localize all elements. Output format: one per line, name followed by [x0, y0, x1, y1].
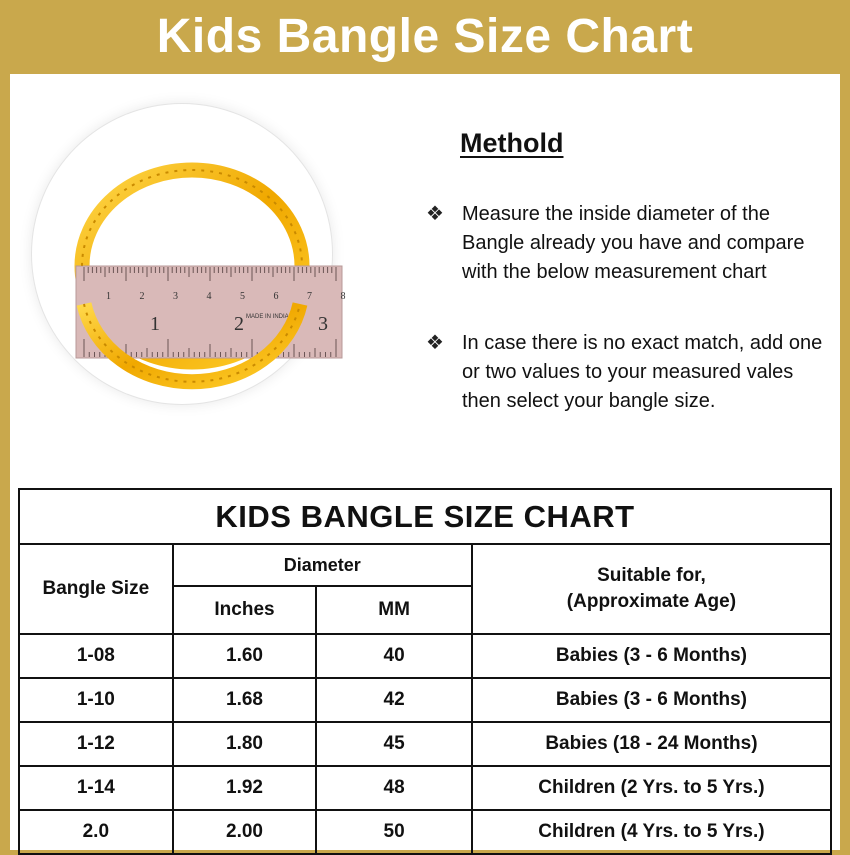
ruler-top-number: 8 [340, 291, 346, 302]
ruler-top-number: 1 [106, 291, 111, 302]
cell-inches: 1.60 [173, 634, 317, 678]
table-row [19, 810, 831, 854]
cell-mm: 50 [316, 810, 472, 854]
ruler-bottom-number: 3 [318, 313, 328, 335]
header-suitable-label: Suitable for, [597, 565, 706, 586]
cell-mm: 42 [316, 678, 472, 722]
cell-size: 1-08 [19, 634, 173, 678]
ruler-bottom-number: 2 [234, 313, 244, 335]
header-suitable-sub: (Approximate Age) [566, 591, 737, 612]
method-bullet-text: Measure the inside diameter of the Bangle already you have and compare with the below measurement chart [462, 203, 805, 283]
cell-suitable: Babies (3 - 6 Months) [472, 634, 831, 678]
ruler-bottom-number: 1 [150, 313, 160, 335]
cell-suitable: Children (2 Yrs. to 5 Yrs.) [472, 766, 831, 810]
content-panel [10, 74, 840, 850]
method-bullet-text: In case there is no exact match, add one or two values to your measured vales then select your bangle size. [462, 332, 823, 412]
ruler-top-number: 6 [273, 291, 279, 302]
cell-mm: 48 [316, 766, 472, 810]
cell-suitable: Children (4 Yrs. to 5 Yrs.) [472, 810, 831, 854]
method-heading: Methold [460, 128, 564, 158]
cell-suitable: Babies (3 - 6 Months) [472, 678, 831, 722]
cell-size: 2.0 [19, 810, 173, 854]
cell-size: 1-14 [19, 766, 173, 810]
ruler-top-number: 5 [240, 291, 245, 302]
method-bullet-2 [426, 329, 826, 416]
cell-inches: 2.00 [173, 810, 317, 854]
size-chart-table [18, 488, 832, 855]
page-title: Kids Bangle Size Chart [156, 9, 694, 63]
cell-inches: 1.68 [173, 678, 317, 722]
cell-mm: 45 [316, 722, 472, 766]
table-title: KIDS BANGLE SIZE CHART [19, 489, 831, 544]
ruler-top-number: 4 [206, 291, 212, 302]
table-row [19, 678, 831, 722]
ruler-top-number: 2 [139, 291, 145, 302]
header-mm: MM [316, 586, 472, 634]
header-inches: Inches [173, 586, 317, 634]
ruler-top-number: 3 [173, 291, 178, 302]
cell-suitable: Babies (18 - 24 Months) [472, 722, 831, 766]
table-row [19, 634, 831, 678]
bangle-ruler-illustration [32, 104, 346, 404]
header-banner [0, 0, 850, 72]
diamond-bullet-icon: ❖ [426, 332, 444, 354]
cell-size: 1-10 [19, 678, 173, 722]
header-diameter: Diameter [173, 544, 472, 586]
header-bangle-size: Bangle Size [19, 544, 173, 634]
ruler-brand-label: MADE IN INDIA [246, 314, 289, 320]
cell-inches: 1.92 [173, 766, 317, 810]
table-row [19, 722, 831, 766]
cell-mm: 40 [316, 634, 472, 678]
cell-inches: 1.80 [173, 722, 317, 766]
header-suitable-for [472, 544, 831, 634]
cell-size: 1-12 [19, 722, 173, 766]
table-row [19, 766, 831, 810]
method-bullet-1 [426, 200, 826, 287]
bangle-photo [32, 104, 346, 404]
diamond-bullet-icon: ❖ [426, 203, 444, 225]
ruler-top-number: 7 [307, 291, 312, 302]
